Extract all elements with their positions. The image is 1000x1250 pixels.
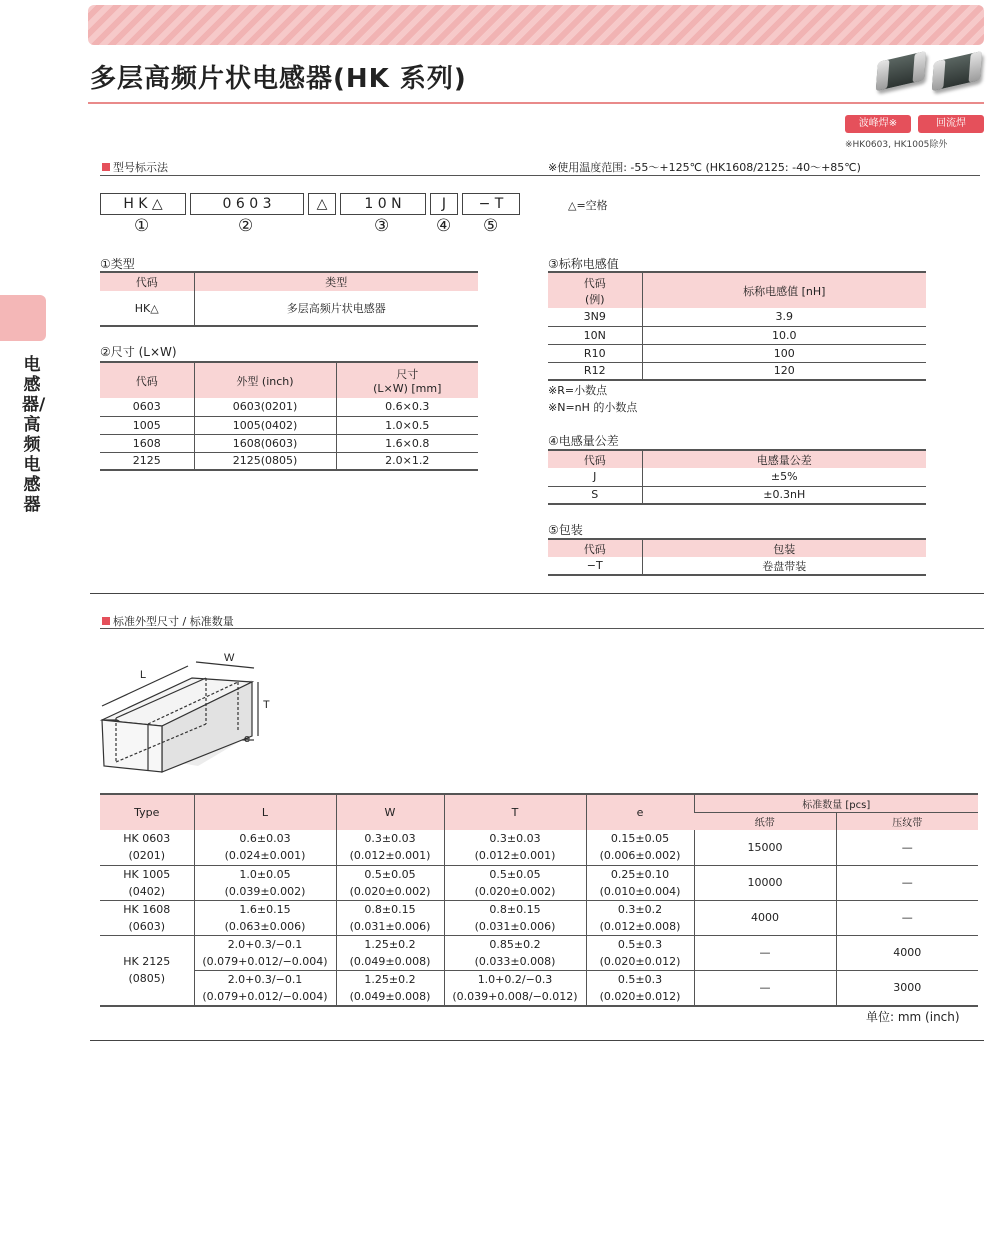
table-header: 标准数量 [pcs]	[694, 794, 978, 812]
divider	[100, 628, 984, 629]
unit-note: 单位: mm (inch)	[866, 1010, 960, 1024]
marker: ④	[436, 216, 452, 236]
badge-reflow: 回流焊	[918, 115, 984, 133]
code-group: 0 6 0 3	[190, 193, 304, 215]
divider	[90, 1040, 984, 1041]
size-table	[100, 361, 478, 471]
packaging-table-title: ⑤包装	[548, 523, 583, 537]
table-row: HK 1005 (0402) 1.0±0.05 (0.039±0.002) 0.5±0.05 (0.020±0.002) 0.5±0.05 (0.020±0.002) 0.25±0.10 (0.010±0.004) 10000 —	[100, 865, 978, 900]
table-row: 1608 1608(0603) 1.6×0.8	[100, 434, 478, 452]
temp-note: ※使用温度范围: -55〜+125℃ (HK1608/2125: -40〜+85℃)	[548, 161, 861, 174]
table-header: 代码	[100, 272, 194, 291]
code-group: H K △	[100, 193, 186, 215]
table-row: J ±5%	[548, 468, 926, 486]
marker: ⑤	[483, 216, 499, 236]
table-row: HK△ 多层高频片状电感器	[100, 291, 478, 326]
table-row: HK 2125 (0805) 2.0+0.3/−0.1 (0.079+0.012/−0.004) 1.25±0.2 (0.049±0.008) 0.85±0.2 (0.033±0.008) 0.5±0.3 (0.020±0.012) — 4000	[100, 935, 978, 970]
table-row: HK 0603 (0201) 0.6±0.03 (0.024±0.001) 0.3±0.03 (0.012±0.001) 0.3±0.03 (0.012±0.001) 0.15±0.05 (0.006±0.002) 15000 —	[100, 830, 978, 865]
packaging-table	[548, 538, 926, 576]
table-row: R12 120	[548, 362, 926, 380]
table-header: 压纹带	[836, 812, 978, 830]
tolerance-table-title: ④电感量公差	[548, 434, 619, 448]
badge-wave-solder: 波峰焊※	[845, 115, 911, 133]
section-part-number: 型号标示法	[102, 159, 168, 175]
table-row: 1005 1005(0402) 1.0×0.5	[100, 416, 478, 434]
dim-label-l: L	[140, 669, 147, 681]
header-banner	[88, 5, 984, 45]
chip-dimension-diagram	[96, 648, 286, 780]
table-header: 纸带	[694, 812, 836, 830]
section-dimensions: 标准外型尺寸 / 标准数量	[102, 613, 234, 629]
table-row: −T 卷盘带装	[548, 557, 926, 575]
table-header: 外型 (inch)	[194, 362, 336, 398]
table-header: W	[336, 794, 444, 830]
divider	[90, 593, 984, 594]
code-group: 1 0 N	[340, 193, 426, 215]
dim-label-w: W	[224, 652, 235, 664]
divider	[100, 175, 980, 176]
table-row: S ±0.3nH	[548, 486, 926, 504]
inductance-table-title: ③标称电感值	[548, 257, 619, 271]
marker: ②	[238, 216, 254, 236]
dim-label-t: T	[263, 699, 270, 711]
inductance-note: ※N=nH 的小数点	[548, 401, 638, 414]
type-table-title: ①类型	[100, 257, 135, 271]
dimensions-table	[100, 793, 978, 1007]
table-header: 代码	[100, 362, 194, 398]
tolerance-table	[548, 449, 926, 505]
code-group: △	[308, 193, 336, 215]
table-header: L	[194, 794, 336, 830]
table-header: 标称电感值 [nH]	[642, 272, 926, 308]
table-row: 2125 2125(0805) 2.0×1.2	[100, 452, 478, 470]
dim-label-e: e	[244, 733, 251, 745]
title-rule	[88, 102, 984, 104]
table-row: 0603 0603(0201) 0.6×0.3	[100, 398, 478, 416]
table-row: 10N 10.0	[548, 326, 926, 344]
space-note: △=空格	[568, 199, 608, 212]
table-row: HK 1608 (0603) 1.6±0.15 (0.063±0.006) 0.8±0.15 (0.031±0.006) 0.8±0.15 (0.031±0.006) 0.3±0.2 (0.012±0.008) 4000 —	[100, 900, 978, 935]
sidebar-tab	[0, 295, 46, 341]
code-group: − T	[462, 193, 520, 215]
table-header: 类型	[194, 272, 478, 291]
table-row: 2.0+0.3/−0.1 (0.079+0.012/−0.004) 1.25±0.2 (0.049±0.008) 1.0+0.2/−0.3 (0.039+0.008/−0.012) 0.5±0.3 (0.020±0.012) — 3000	[100, 970, 978, 1006]
table-header: T	[444, 794, 586, 830]
table-header: e	[586, 794, 694, 830]
type-table	[100, 271, 478, 327]
inductance-table	[548, 271, 926, 381]
table-row: R10 100	[548, 344, 926, 362]
table-header: 电感量公差	[642, 450, 926, 468]
code-group: J	[430, 193, 458, 215]
page-title: 多层高频片状电感器(HK 系列)	[90, 64, 467, 94]
chip-image	[932, 51, 982, 91]
table-header: 代码 (例)	[548, 272, 642, 308]
table-header: Type	[100, 794, 194, 830]
marker: ③	[374, 216, 390, 236]
inductance-note: ※R=小数点	[548, 384, 608, 397]
table-header: 代码	[548, 539, 642, 557]
table-header: 包装	[642, 539, 926, 557]
table-header: 代码	[548, 450, 642, 468]
sidebar-label: 电感器/高频电感器	[22, 355, 46, 515]
badge-note: ※HK0603, HK1005除外	[845, 140, 948, 150]
table-row: 3N9 3.9	[548, 308, 926, 326]
chip-image	[876, 51, 926, 91]
table-header: 尺寸 (L×W) [mm]	[336, 362, 478, 398]
marker: ①	[134, 216, 150, 236]
size-table-title: ②尺寸 (L×W)	[100, 345, 177, 359]
